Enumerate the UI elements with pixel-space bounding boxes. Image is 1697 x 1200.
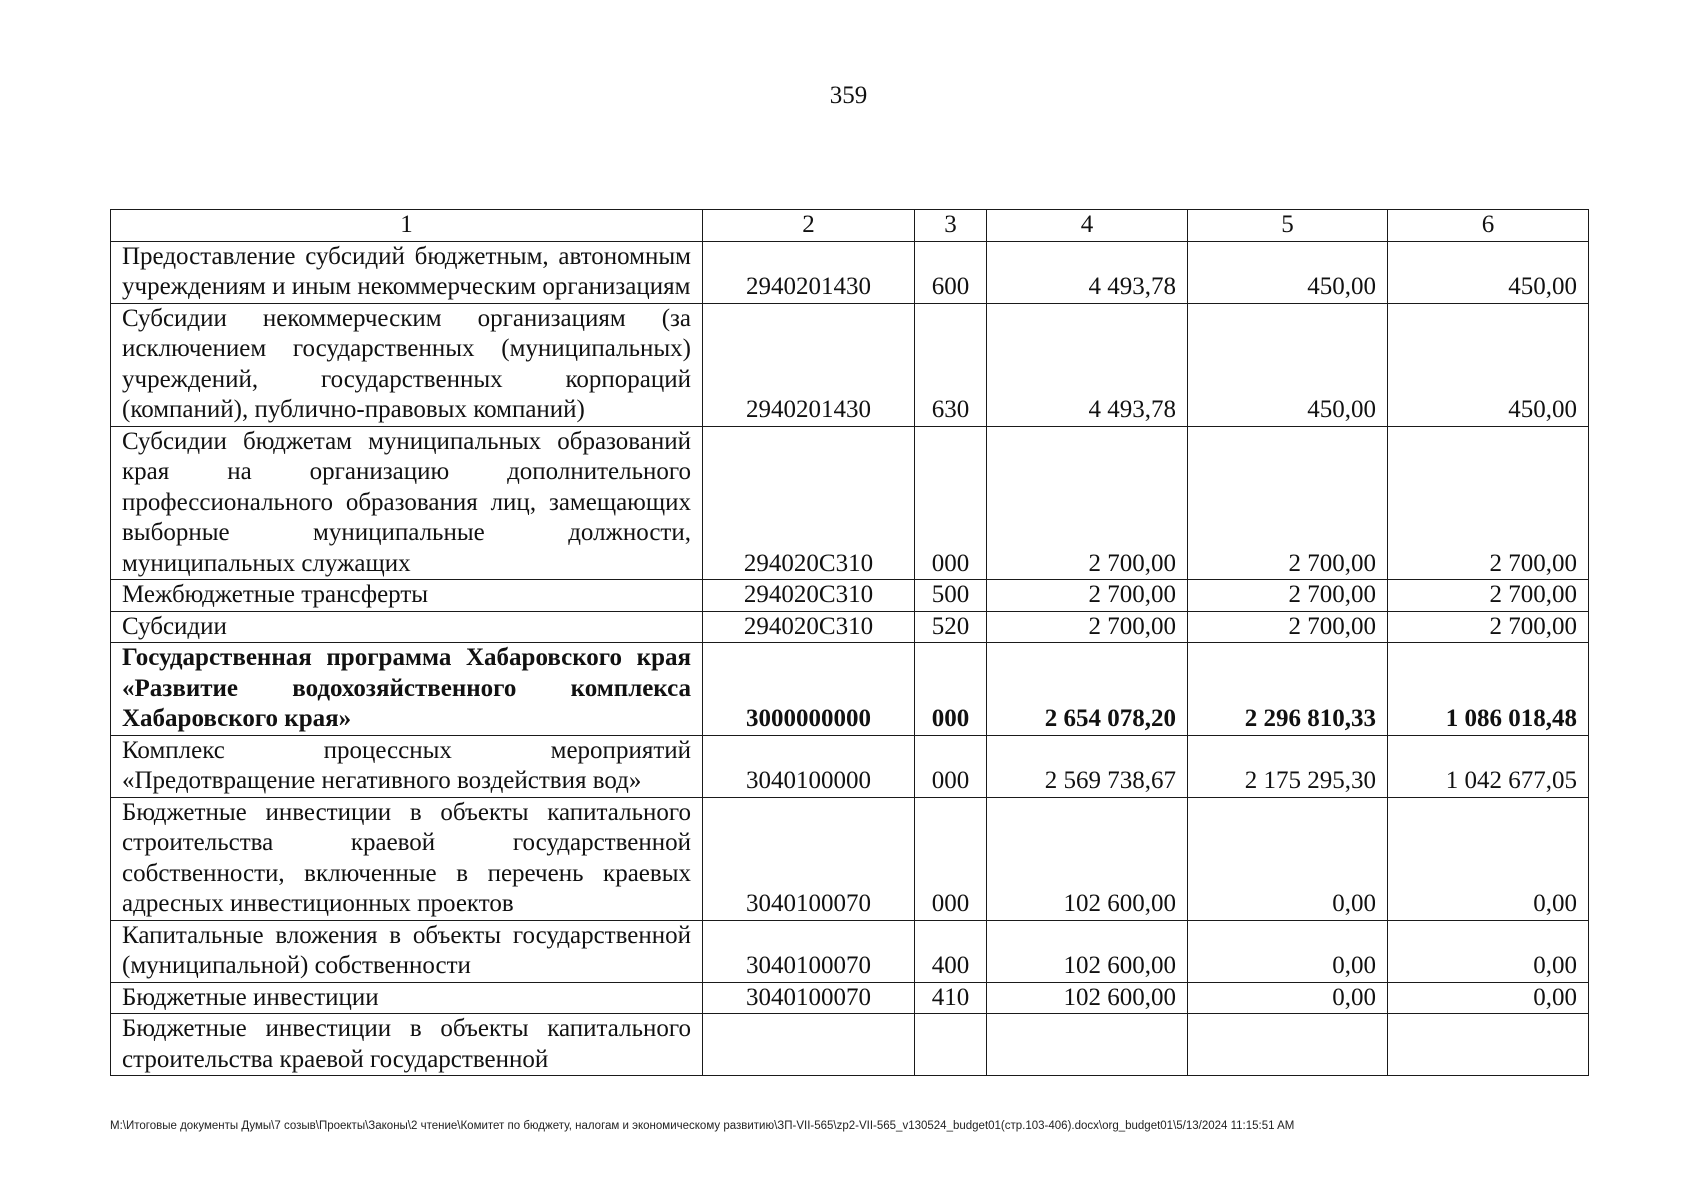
row-expense-type: 630 xyxy=(915,303,987,426)
row-code: 2940201430 xyxy=(703,303,915,426)
row-amount-2: 2 296 810,33 xyxy=(1188,643,1388,736)
row-amount-2: 2 700,00 xyxy=(1188,580,1388,612)
table-row xyxy=(111,241,1589,303)
column-header-5: 5 xyxy=(1188,210,1388,242)
row-amount-3: 450,00 xyxy=(1388,241,1589,303)
row-amount-3: 2 700,00 xyxy=(1388,580,1589,612)
table-row xyxy=(111,797,1589,920)
row-code: 2940201430 xyxy=(703,241,915,303)
row-name: Государственная программа Хабаровского края «Развитие водохозяйственного комплекса Хабаровского края» xyxy=(111,643,703,736)
row-amount-3: 1 042 677,05 xyxy=(1388,735,1589,797)
row-amount-2 xyxy=(1188,1014,1388,1076)
row-expense-type: 600 xyxy=(915,241,987,303)
row-code: 3040100070 xyxy=(703,797,915,920)
table-row xyxy=(111,920,1589,982)
row-amount-1: 2 700,00 xyxy=(987,580,1188,612)
column-header-6: 6 xyxy=(1388,210,1589,242)
table-row-program-total xyxy=(111,643,1589,736)
page-number: 359 xyxy=(829,82,868,109)
row-amount-1: 2 569 738,67 xyxy=(987,735,1188,797)
row-amount-1: 2 700,00 xyxy=(987,611,1188,643)
row-amount-1: 102 600,00 xyxy=(987,920,1188,982)
row-code xyxy=(703,1014,915,1076)
row-amount-1: 102 600,00 xyxy=(987,797,1188,920)
row-code: 294020С310 xyxy=(703,611,915,643)
row-amount-3: 450,00 xyxy=(1388,303,1589,426)
row-name: Бюджетные инвестиции в объекты капитального строительства краевой государственной xyxy=(111,1014,703,1076)
column-header-1: 1 xyxy=(111,210,703,242)
row-name: Субсидии бюджетам муниципальных образований края на организацию дополнительного профессионального образования лиц, замещающих выборные муниципальные должности, муниципальных служащих xyxy=(111,426,703,580)
row-name: Комплекс процессных мероприятий «Предотвращение негативного воздействия вод» xyxy=(111,735,703,797)
row-amount-1 xyxy=(987,1014,1188,1076)
row-name: Бюджетные инвестиции в объекты капитального строительства краевой государственной собственности, включенные в перечень краевых адресных инвестиционных проектов xyxy=(111,797,703,920)
row-expense-type: 000 xyxy=(915,735,987,797)
row-amount-2: 2 175 295,30 xyxy=(1188,735,1388,797)
row-name: Субсидии некоммерческим организациям (за исключением государственных (муниципальных) учреждений, государственных корпораций (компаний), публично-правовых компаний) xyxy=(111,303,703,426)
row-amount-3: 0,00 xyxy=(1388,982,1589,1014)
row-amount-1: 2 700,00 xyxy=(987,426,1188,580)
row-amount-3: 0,00 xyxy=(1388,797,1589,920)
row-amount-2: 450,00 xyxy=(1188,303,1388,426)
row-amount-2: 0,00 xyxy=(1188,797,1388,920)
row-amount-3: 0,00 xyxy=(1388,920,1589,982)
row-expense-type: 400 xyxy=(915,920,987,982)
table-row xyxy=(111,303,1589,426)
table-header-row xyxy=(111,210,1589,242)
row-amount-2: 0,00 xyxy=(1188,982,1388,1014)
row-name: Субсидии xyxy=(111,611,703,643)
row-code: 3040100070 xyxy=(703,920,915,982)
budget-table xyxy=(110,209,1589,1076)
row-code: 3000000000 xyxy=(703,643,915,736)
row-amount-3 xyxy=(1388,1014,1589,1076)
row-name: Предоставление субсидий бюджетным, автономным учреждениям и иным некоммерческим организациям xyxy=(111,241,703,303)
column-header-3: 3 xyxy=(915,210,987,242)
row-expense-type: 000 xyxy=(915,797,987,920)
row-expense-type: 410 xyxy=(915,982,987,1014)
document-path-footer: M:\Итоговые документы Думы\7 созыв\Проекты\Законы\2 чтение\Комитет по бюджету, налогам и экономическому развитию\ЗП-VII-565\zp2-VII-565_v130524_budget01(стр.103-406).docx\org_budget01\5/13/2024 11:15:51 AM xyxy=(110,1120,1295,1132)
row-expense-type: 000 xyxy=(915,426,987,580)
row-amount-2: 450,00 xyxy=(1188,241,1388,303)
row-expense-type xyxy=(915,1014,987,1076)
column-header-4: 4 xyxy=(987,210,1188,242)
table-row xyxy=(111,735,1589,797)
row-amount-3: 1 086 018,48 xyxy=(1388,643,1589,736)
row-amount-1: 4 493,78 xyxy=(987,303,1188,426)
row-expense-type: 500 xyxy=(915,580,987,612)
row-code: 294020С310 xyxy=(703,426,915,580)
table-row xyxy=(111,1014,1589,1076)
column-header-2: 2 xyxy=(703,210,915,242)
row-amount-3: 2 700,00 xyxy=(1388,611,1589,643)
row-code: 3040100070 xyxy=(703,982,915,1014)
row-amount-1: 4 493,78 xyxy=(987,241,1188,303)
row-amount-2: 0,00 xyxy=(1188,920,1388,982)
row-code: 3040100000 xyxy=(703,735,915,797)
row-amount-2: 2 700,00 xyxy=(1188,426,1388,580)
row-amount-1: 2 654 078,20 xyxy=(987,643,1188,736)
table-row xyxy=(111,426,1589,580)
row-code: 294020С310 xyxy=(703,580,915,612)
row-amount-2: 2 700,00 xyxy=(1188,611,1388,643)
row-expense-type: 000 xyxy=(915,643,987,736)
row-amount-1: 102 600,00 xyxy=(987,982,1188,1014)
table-row xyxy=(111,580,1589,612)
table-row xyxy=(111,982,1589,1014)
row-name: Бюджетные инвестиции xyxy=(111,982,703,1014)
table-row xyxy=(111,611,1589,643)
row-name: Межбюджетные трансферты xyxy=(111,580,703,612)
row-name: Капитальные вложения в объекты государственной (муниципальной) собственности xyxy=(111,920,703,982)
row-expense-type: 520 xyxy=(915,611,987,643)
row-amount-3: 2 700,00 xyxy=(1388,426,1589,580)
